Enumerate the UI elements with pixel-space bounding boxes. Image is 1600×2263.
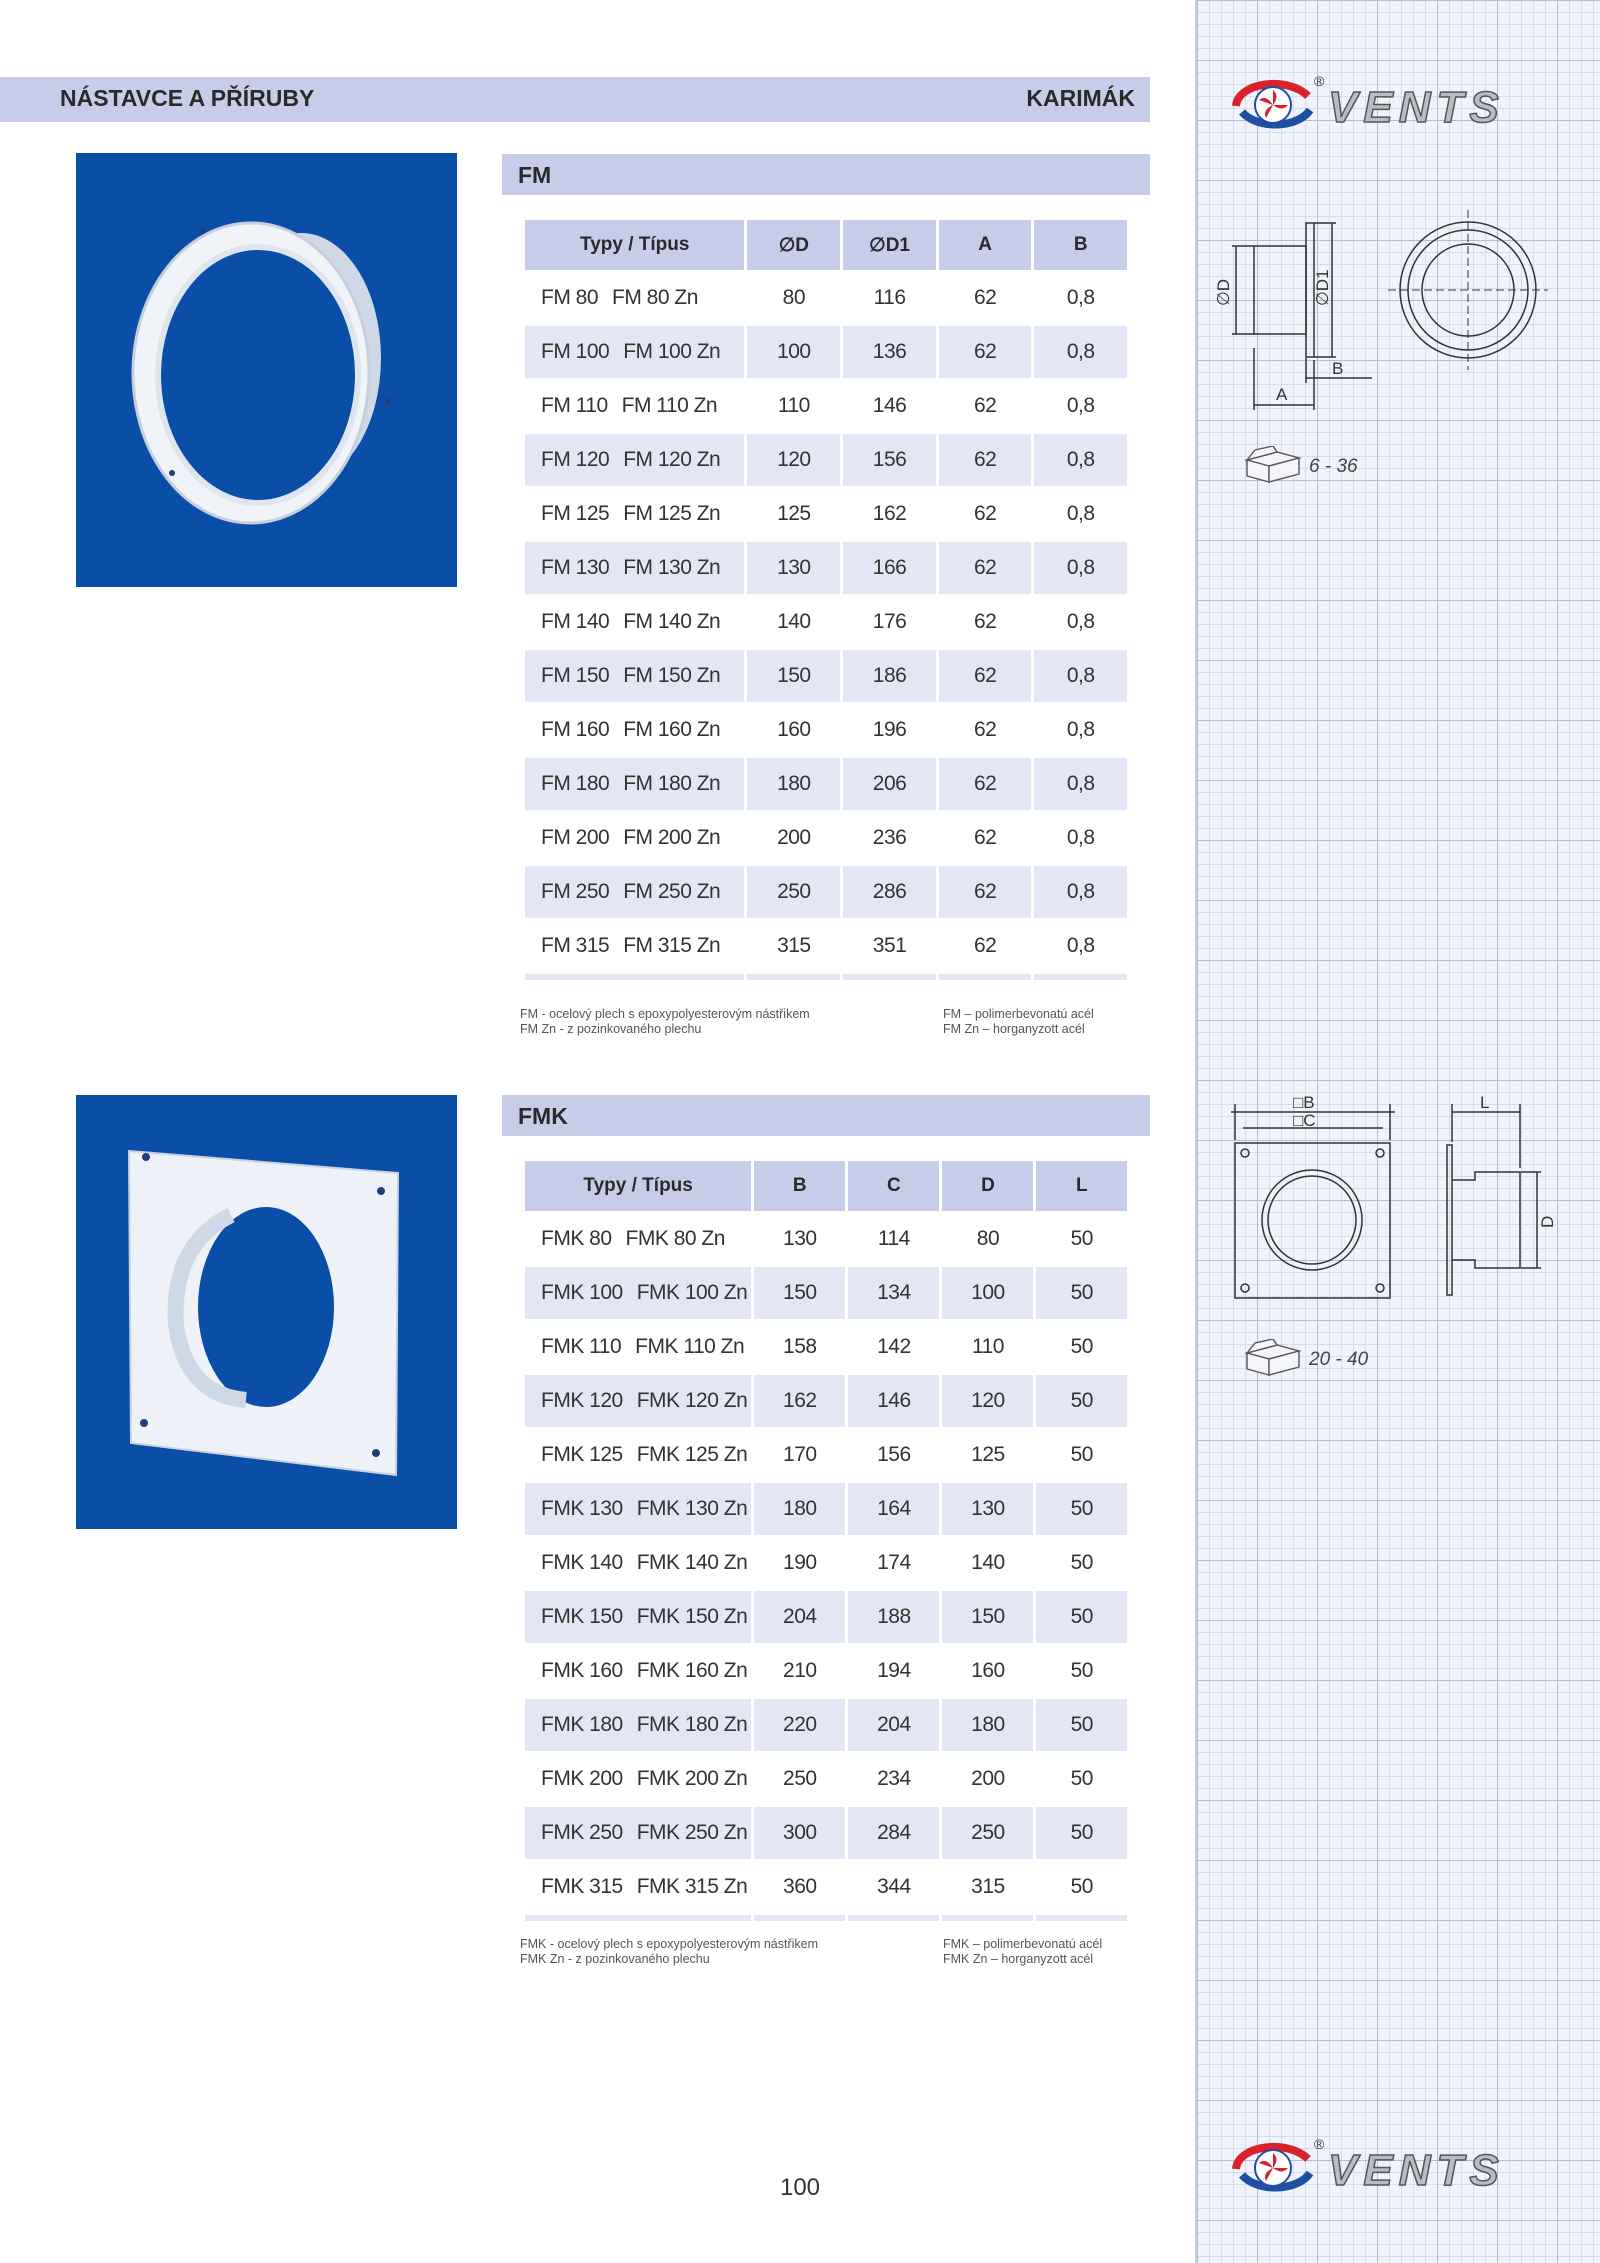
type-cell (525, 1429, 751, 1481)
value-cell: 315 (971, 1875, 1005, 1898)
value-cell: 204 (848, 1699, 939, 1751)
table-end-row (525, 974, 1127, 980)
value-cell: 164 (848, 1483, 939, 1535)
value-cell: 180 (747, 758, 840, 810)
value-cell: 250 (747, 866, 840, 918)
logo-text: VENTS (1328, 83, 1505, 132)
note-line: FMK Zn - z pozinkovaného plechu (520, 1952, 710, 1966)
col-header-a: A (939, 220, 1031, 270)
note-line: FMK - ocelový plech s epoxypolyesterovým nástřikem (520, 1937, 819, 1951)
dim-l: L (1480, 1093, 1490, 1112)
value-cell: 62 (939, 326, 1031, 378)
value-cell: 300 (754, 1807, 845, 1859)
value-cell: 120 (942, 1375, 1033, 1427)
table-row (525, 1807, 1127, 1859)
table-row (525, 1375, 1127, 1427)
value-cell: 62 (973, 286, 997, 309)
value-cell: 100 (942, 1267, 1033, 1319)
type-model: FMK 80 (541, 1227, 612, 1250)
value-cell: 160 (971, 1659, 1005, 1682)
type-model: FMK 130 (541, 1497, 623, 1520)
empty-cell (942, 1915, 1033, 1921)
value-cell: 0,8 (1034, 326, 1127, 378)
type-cell (525, 812, 744, 864)
type-model: FMK 110 (541, 1335, 622, 1358)
type-cell (525, 1267, 751, 1319)
value-cell: 100 (747, 326, 840, 378)
value-cell: 196 (872, 718, 907, 741)
value-cell: 62 (973, 934, 997, 957)
value-cell: 50 (1070, 1335, 1093, 1358)
fm-pack-quantity: 6 - 36 (1309, 456, 1358, 477)
type-model-zn: FM 110 Zn (621, 394, 718, 417)
type-cell (525, 272, 744, 324)
value-cell: 80 (976, 1227, 1000, 1250)
type-model: FM 125 (541, 502, 610, 525)
empty-cell (525, 974, 744, 980)
type-model-zn: FMK 120 Zn (636, 1389, 748, 1412)
value-cell: 114 (877, 1227, 910, 1250)
type-model: FM 250 (541, 880, 610, 903)
table-row (525, 704, 1127, 756)
dim-b: B (1332, 359, 1344, 378)
value-cell: 116 (873, 286, 906, 309)
type-model-zn: FMK 125 Zn (636, 1443, 748, 1466)
value-cell: 150 (754, 1267, 845, 1319)
value-cell: 136 (843, 326, 936, 378)
value-cell: 134 (848, 1267, 939, 1319)
value-cell: 0,8 (1034, 542, 1127, 594)
fm-section-bar (502, 154, 1150, 195)
fm-spec-table (522, 218, 1130, 982)
type-cell (525, 1861, 751, 1913)
value-cell: 50 (1036, 1699, 1127, 1751)
fmk-note-hu (943, 1937, 1102, 1967)
type-cell (525, 1591, 751, 1643)
value-cell: 0,8 (1066, 394, 1095, 417)
value-cell: 80 (782, 286, 806, 309)
value-cell: 156 (877, 1443, 911, 1466)
table-row (525, 1483, 1127, 1535)
value-cell: 166 (843, 542, 936, 594)
fm-table-body (525, 272, 1127, 980)
type-model-zn: FMK 160 Zn (636, 1659, 748, 1682)
value-cell: 234 (877, 1767, 911, 1790)
value-cell: 170 (783, 1443, 817, 1466)
col-header-c: C (848, 1161, 939, 1211)
type-model-zn: FMK 100 Zn (636, 1281, 748, 1304)
type-cell (525, 380, 744, 432)
table-end-row (525, 1915, 1127, 1921)
value-cell: 110 (971, 1335, 1004, 1358)
type-cell (525, 596, 744, 648)
empty-cell (754, 1915, 845, 1921)
value-cell: 315 (777, 934, 811, 957)
value-cell: 150 (942, 1591, 1033, 1643)
value-cell: 250 (942, 1807, 1033, 1859)
fmk-technical-drawing (1225, 1090, 1565, 1310)
type-model-zn: FM 130 Zn (623, 556, 721, 579)
value-cell: 50 (1070, 1227, 1093, 1250)
fm-technical-drawing (1212, 208, 1562, 423)
dim-d: D (1538, 1215, 1557, 1228)
table-row (525, 1537, 1127, 1589)
table-row (525, 1267, 1127, 1319)
value-cell: 50 (1070, 1875, 1093, 1898)
logo-text: VENTS (1328, 2146, 1505, 2195)
value-cell: 0,8 (1066, 718, 1095, 741)
value-cell: 130 (747, 542, 840, 594)
col-header-l: L (1036, 1161, 1127, 1211)
value-cell: 62 (939, 866, 1031, 918)
value-cell: 0,8 (1066, 286, 1095, 309)
value-cell: 220 (754, 1699, 845, 1751)
dim-d: ∅D (1214, 278, 1233, 306)
table-row (525, 1321, 1127, 1373)
type-model-zn: FM 200 Zn (623, 826, 721, 849)
box-icon (1243, 1339, 1303, 1379)
value-cell: 174 (877, 1551, 911, 1574)
value-cell: 62 (973, 826, 997, 849)
type-model: FMK 160 (541, 1659, 623, 1682)
type-model-zn: FMK 80 Zn (625, 1227, 725, 1250)
type-model: FM 315 (541, 934, 610, 957)
table-row (525, 1645, 1127, 1697)
value-cell: 0,8 (1066, 610, 1095, 633)
type-model: FMK 120 (541, 1389, 623, 1412)
value-cell: 50 (1036, 1591, 1127, 1643)
table-header-row (525, 1161, 1127, 1211)
value-cell: 62 (939, 650, 1031, 702)
value-cell: 62 (939, 758, 1031, 810)
fm-product-photo (76, 153, 457, 587)
table-row (525, 812, 1127, 864)
value-cell: 160 (777, 718, 811, 741)
value-cell: 62 (973, 502, 997, 525)
note-line: FM – polimerbevonatú acél (943, 1007, 1094, 1021)
fm-section-title: FM (518, 162, 552, 188)
type-model-zn: FMK 250 Zn (636, 1821, 748, 1844)
value-cell: 190 (783, 1551, 817, 1574)
table-row (525, 326, 1127, 378)
value-cell: 0,8 (1034, 650, 1127, 702)
type-model-zn: FMK 130 Zn (636, 1497, 748, 1520)
type-cell (525, 1321, 751, 1373)
type-model-zn: FM 150 Zn (623, 664, 721, 687)
type-cell (525, 650, 744, 702)
dim-b: □B (1293, 1093, 1315, 1112)
type-model-zn: FM 120 Zn (623, 448, 721, 471)
type-model: FM 130 (541, 556, 610, 579)
note-line: FMK Zn – horganyzott acél (943, 1952, 1094, 1966)
value-cell: 50 (1036, 1375, 1127, 1427)
value-cell: 120 (747, 434, 840, 486)
value-cell: 158 (783, 1335, 817, 1358)
table-row (525, 650, 1127, 702)
note-line: FM Zn - z pozinkovaného plechu (520, 1022, 702, 1036)
value-cell: 0,8 (1034, 758, 1127, 810)
box-icon (1243, 446, 1303, 486)
table-row (525, 272, 1127, 324)
table-row (525, 1429, 1127, 1481)
table-row (525, 866, 1127, 918)
type-model-zn: FM 250 Zn (623, 880, 721, 903)
table-row (525, 1861, 1127, 1913)
type-cell (525, 1213, 751, 1265)
col-header-b: B (754, 1161, 845, 1211)
value-cell: 0,8 (1034, 434, 1127, 486)
registered-mark: ® (1314, 2136, 1325, 2152)
type-cell (525, 542, 744, 594)
type-model: FM 160 (541, 718, 610, 741)
col-header-d: ∅D (747, 220, 840, 270)
value-cell: 156 (843, 434, 936, 486)
value-cell: 194 (877, 1659, 911, 1682)
table-header-row (525, 220, 1127, 270)
registered-mark: ® (1314, 73, 1325, 89)
value-cell: 50 (1070, 1659, 1093, 1682)
fmk-section-title: FMK (518, 1103, 568, 1129)
type-model-zn: FMK 200 Zn (636, 1767, 748, 1790)
value-cell: 176 (872, 610, 907, 633)
value-cell: 140 (971, 1551, 1005, 1574)
value-cell: 0,8 (1066, 934, 1095, 957)
value-cell: 130 (783, 1227, 817, 1250)
type-cell (525, 1537, 751, 1589)
value-cell: 50 (1070, 1443, 1093, 1466)
value-cell: 360 (783, 1875, 817, 1898)
value-cell: 125 (971, 1443, 1005, 1466)
type-model: FMK 125 (541, 1443, 623, 1466)
fmk-section-bar (502, 1095, 1150, 1136)
empty-cell (1034, 974, 1127, 980)
value-cell: 236 (872, 826, 907, 849)
fmk-product-photo (76, 1095, 457, 1529)
fmk-table-body (525, 1213, 1127, 1921)
type-model-zn: FMK 140 Zn (636, 1551, 748, 1574)
type-model: FMK 140 (541, 1551, 623, 1574)
type-cell (525, 1375, 751, 1427)
value-cell: 62 (939, 542, 1031, 594)
table-row (525, 920, 1127, 972)
table-row (525, 380, 1127, 432)
value-cell: 162 (872, 502, 907, 525)
note-line: FM Zn – horganyzott acél (943, 1022, 1085, 1036)
type-model: FM 150 (541, 664, 610, 687)
page-title-hu: KARIMÁK (1026, 85, 1135, 111)
value-cell: 130 (942, 1483, 1033, 1535)
value-cell: 200 (971, 1767, 1005, 1790)
type-cell (525, 326, 744, 378)
table-row (525, 1699, 1127, 1751)
col-header-d: D (942, 1161, 1033, 1211)
table-row (525, 488, 1127, 540)
page-title: NÁSTAVCE A PŘÍRUBY (60, 85, 315, 111)
type-model-zn: FM 160 Zn (623, 718, 721, 741)
type-cell (525, 1753, 751, 1805)
value-cell: 140 (777, 610, 811, 633)
type-model: FMK 315 (541, 1875, 623, 1898)
value-cell: 142 (877, 1335, 911, 1358)
type-cell (525, 920, 744, 972)
value-cell: 62 (973, 394, 997, 417)
value-cell: 50 (1070, 1551, 1093, 1574)
value-cell: 180 (754, 1483, 845, 1535)
value-cell: 150 (747, 650, 840, 702)
empty-cell (939, 974, 1031, 980)
type-model: FM 200 (541, 826, 610, 849)
type-model: FMK 200 (541, 1767, 623, 1790)
type-model: FM 180 (541, 772, 610, 795)
value-cell: 50 (1070, 1767, 1093, 1790)
type-model: FM 120 (541, 448, 610, 471)
table-row (525, 1753, 1127, 1805)
fmk-note-cz (520, 1937, 818, 1967)
type-model-zn: FM 125 Zn (623, 502, 721, 525)
value-cell: 110 (777, 394, 810, 417)
fmk-pack-quantity: 20 - 40 (1309, 1349, 1369, 1370)
value-cell: 250 (783, 1767, 817, 1790)
empty-cell (747, 974, 840, 980)
note-line: FMK – polimerbevonatú acél (943, 1937, 1103, 1951)
value-cell: 206 (843, 758, 936, 810)
table-row (525, 1213, 1127, 1265)
value-cell: 50 (1036, 1807, 1127, 1859)
empty-cell (1036, 1915, 1127, 1921)
col-header-type: Typy / Típus (525, 220, 744, 270)
value-cell: 344 (877, 1875, 911, 1898)
value-cell: 146 (848, 1375, 939, 1427)
type-model: FMK 250 (541, 1821, 623, 1844)
value-cell: 186 (843, 650, 936, 702)
dim-c: □C (1293, 1111, 1316, 1130)
value-cell: 162 (754, 1375, 845, 1427)
type-model: FM 110 (541, 394, 608, 417)
type-model: FM 80 (541, 286, 599, 309)
type-cell (525, 1807, 751, 1859)
dim-d1: ∅D1 (1313, 269, 1332, 306)
value-cell: 0,8 (1066, 502, 1095, 525)
type-model-zn: FM 315 Zn (623, 934, 721, 957)
fmk-spec-table (522, 1159, 1130, 1923)
fan-icon (1236, 84, 1310, 125)
value-cell: 0,8 (1034, 866, 1127, 918)
type-cell (525, 704, 744, 756)
note-line: FM - ocelový plech s epoxypolyesterovým nástřikem (520, 1007, 810, 1021)
type-cell (525, 866, 744, 918)
fm-packaging-info (1243, 446, 1383, 486)
vents-logo (1228, 72, 1568, 132)
fm-note-cz (520, 1007, 810, 1037)
value-cell: 146 (872, 394, 907, 417)
value-cell: 62 (973, 610, 997, 633)
type-model-zn: FM 100 Zn (623, 340, 721, 363)
value-cell: 284 (848, 1807, 939, 1859)
value-cell: 204 (754, 1591, 845, 1643)
type-cell (525, 1483, 751, 1535)
value-cell: 50 (1036, 1267, 1127, 1319)
value-cell: 188 (848, 1591, 939, 1643)
type-cell (525, 758, 744, 810)
col-header-b: B (1034, 220, 1127, 270)
table-row (525, 542, 1127, 594)
fmk-packaging-info (1243, 1339, 1383, 1379)
table-row (525, 596, 1127, 648)
type-model-zn: FM 180 Zn (623, 772, 721, 795)
type-model-zn: FMK 315 Zn (636, 1875, 748, 1898)
value-cell: 0,8 (1066, 826, 1095, 849)
type-cell (525, 488, 744, 540)
table-row (525, 1591, 1127, 1643)
type-cell (525, 1645, 751, 1697)
empty-cell (843, 974, 936, 980)
type-cell (525, 1699, 751, 1751)
dim-a: A (1276, 385, 1288, 404)
empty-cell (525, 1915, 751, 1921)
value-cell: 180 (942, 1699, 1033, 1751)
table-row (525, 434, 1127, 486)
value-cell: 351 (872, 934, 907, 957)
col-header-d1: ∅D1 (843, 220, 936, 270)
value-cell: 286 (843, 866, 936, 918)
type-model-zn: FMK 150 Zn (636, 1605, 748, 1628)
value-cell: 62 (973, 718, 997, 741)
table-row (525, 758, 1127, 810)
col-header-type: Typy / Típus (525, 1161, 751, 1211)
type-model: FMK 100 (541, 1281, 623, 1304)
value-cell: 210 (783, 1659, 817, 1682)
type-model-zn: FM 140 Zn (623, 610, 721, 633)
value-cell: 50 (1036, 1483, 1127, 1535)
fm-note-hu (943, 1007, 1094, 1037)
type-model: FMK 150 (541, 1605, 623, 1628)
type-model: FMK 180 (541, 1713, 623, 1736)
type-model-zn: FM 80 Zn (612, 286, 698, 309)
type-model-zn: FMK 180 Zn (636, 1713, 748, 1736)
page-number: 100 (779, 2174, 821, 2201)
type-model-zn: FMK 110 Zn (635, 1335, 745, 1358)
value-cell: 62 (939, 434, 1031, 486)
type-cell (525, 434, 744, 486)
type-model: FM 140 (541, 610, 610, 633)
type-model: FM 100 (541, 340, 610, 363)
value-cell: 125 (777, 502, 811, 525)
value-cell: 200 (777, 826, 811, 849)
empty-cell (848, 1915, 939, 1921)
